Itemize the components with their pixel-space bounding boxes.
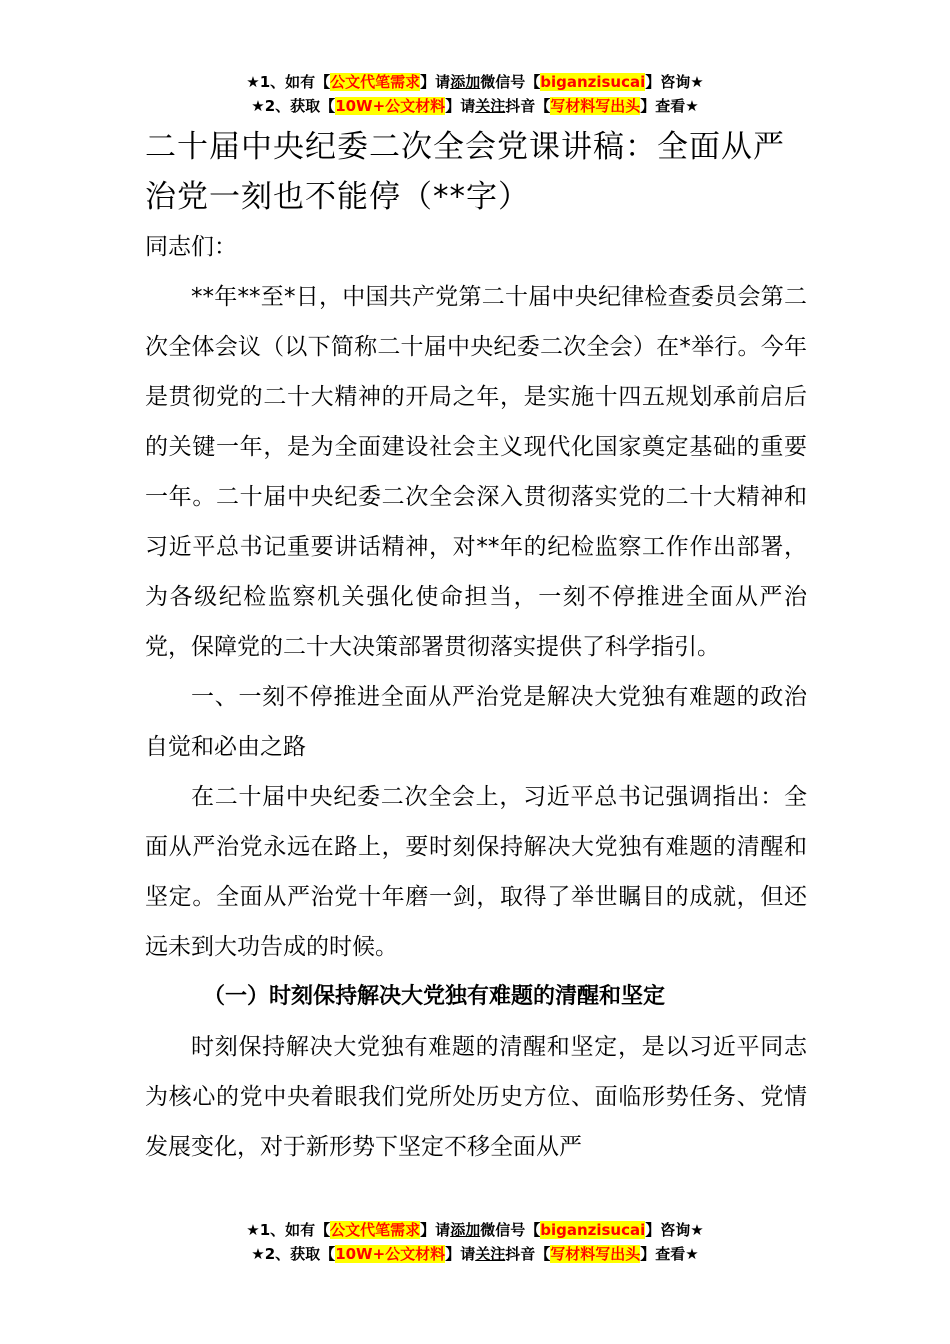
banner-highlight: biganzisucai <box>540 73 646 91</box>
header-banner <box>0 70 950 118</box>
banner-highlight: 10W+公文材料 <box>335 1245 446 1263</box>
footer-banner <box>0 1218 950 1266</box>
banner-line-1 <box>0 70 950 94</box>
banner-highlight: 写材料写出头 <box>550 1245 641 1263</box>
banner-underlined: 关注 <box>475 1245 506 1263</box>
banner-line-2 <box>0 1242 950 1266</box>
banner-text: 微信号【 <box>480 73 541 91</box>
banner-text: ★2、获取【 <box>251 1245 336 1263</box>
banner-text: 】请 <box>420 73 451 91</box>
paragraph-1: **年**至*日，中国共产党第二十届中央纪律检查委员会第二次全体会议（以下简称二十届中央纪委二次全会）在*举行。今年是贯彻党的二十大精神的开局之年，是实施十四五规划承前启后的关键一年，是为全面建设社会主义现代化国家奠定基础的重要一年。二十届中央纪委二次全会深入贯彻落实党的二十大精神和习近平总书记重要讲话精神，对**年的纪检监察工作作出部署，为各级纪检监察机关强化使命担当，一刻不停推进全面从严治党，保障党的二十大决策部署贯彻落实提供了科学指引。 <box>145 284 807 660</box>
banner-text: ★1、如有【 <box>246 73 331 91</box>
banner-text: 】咨询★ <box>645 1221 704 1239</box>
banner-highlight: 写材料写出头 <box>550 97 641 115</box>
banner-text: 】请 <box>445 97 476 115</box>
banner-underlined: 关注 <box>475 97 506 115</box>
banner-text: ★2、获取【 <box>251 97 336 115</box>
banner-text: 】查看★ <box>640 97 699 115</box>
banner-highlight: 公文代笔需求 <box>330 73 421 91</box>
subsection-heading-1: （一）时刻保持解决大党独有难题的清醒和坚定 <box>203 984 666 1009</box>
paragraph-3: 时刻保持解决大党独有难题的清醒和坚定，是以习近平同志为核心的党中央着眼我们党所处历史方位、面临形势任务、党情发展变化，对于新形势下坚定不移全面从严 <box>145 1034 807 1160</box>
document-title: 二十届中央纪委二次全会党课讲稿：全面从严治党一刻也不能停（**字） <box>145 129 785 215</box>
banner-text: 】咨询★ <box>645 73 704 91</box>
salutation: 同志们： <box>145 234 237 260</box>
banner-text: 微信号【 <box>480 1221 541 1239</box>
banner-text: 】请 <box>420 1221 451 1239</box>
banner-highlight: biganzisucai <box>540 1221 646 1239</box>
banner-highlight: 公文代笔需求 <box>330 1221 421 1239</box>
banner-underlined: 添加 <box>450 73 481 91</box>
banner-text: 抖音【 <box>505 97 551 115</box>
section-heading-1: 一、一刻不停推进全面从严治党是解决大党独有难题的政治自觉和必由之路 <box>145 684 807 760</box>
banner-highlight: 10W+公文材料 <box>335 97 446 115</box>
banner-line-2 <box>0 94 950 118</box>
banner-text: 抖音【 <box>505 1245 551 1263</box>
banner-text: 】请 <box>445 1245 476 1263</box>
banner-line-1 <box>0 1218 950 1242</box>
banner-underlined: 添加 <box>450 1221 481 1239</box>
banner-text: 】查看★ <box>640 1245 699 1263</box>
paragraph-2: 在二十届中央纪委二次全会上，习近平总书记强调指出：全面从严治党永远在路上，要时刻保持解决大党独有难题的清醒和坚定。全面从严治党十年磨一剑，取得了举世瞩目的成就，但还远未到大功告成的时候。 <box>145 784 807 960</box>
document-body <box>145 122 807 1172</box>
banner-text: ★1、如有【 <box>246 1221 331 1239</box>
